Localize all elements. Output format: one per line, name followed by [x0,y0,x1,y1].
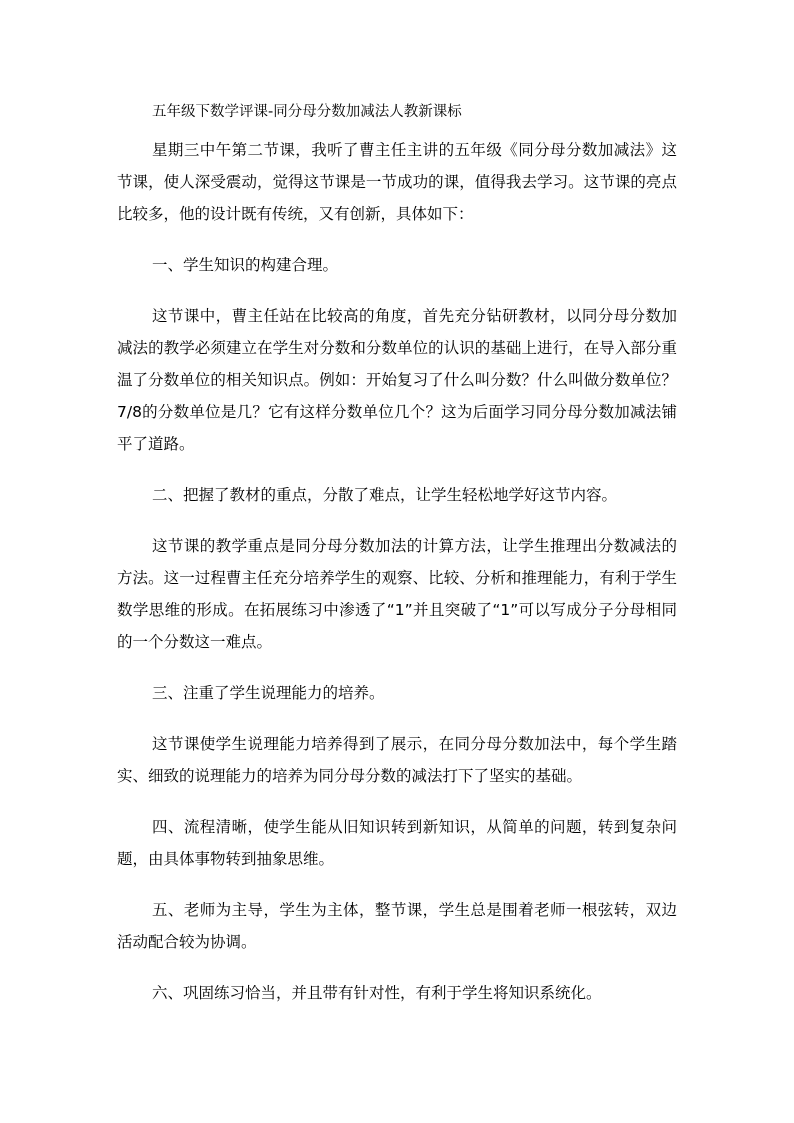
section-body-1: 这节课中，曹主任站在比较高的角度，首先充分钻研教材，以同分母分数加减法的教学必须建立在学生对分数和分数单位的认识的基础上进行，在导入部分重温了分数单位的相关知识点。例如：开始复习了什么叫分数？什么叫做分数单位？7/8的分数单位是几？它有这样分数单位几个？这为后面学习同分母分数加减法铺平了道路。 [117,307,677,453]
section-item-5: 五、老师为主导，学生为主体，整节课，学生总是围着老师一根弦转，双边活动配合较为协调。 [117,901,677,951]
section-heading-1: 一、学生知识的构建合理。 [152,256,339,274]
section-item-6: 六、巩固练习恰当，并且带有针对性，有利于学生将知识系统化。 [152,984,602,1002]
section-heading-3: 三、注重了学生说理能力的培养。 [152,684,385,702]
document-page [117,96,677,1009]
section-body-2: 这节课的教学重点是同分母分数加法的计算方法，让学生推理出分数减法的方法。这一过程曹主任充分培养学生的观察、比较、分析和推理能力，有利于学生数学思维的形成。在拓展练习中渗透了“1”并且突破了“1”可以写成分子分母相同的一个分数这一难点。 [117,537,677,651]
document-title: 五年级下数学评课-同分母分数加减法人教新课标 [152,104,462,120]
section-item-4: 四、流程清晰，使学生能从旧知识转到新知识，从简单的问题，转到复杂问题，由具体事物转到抽象思维。 [117,818,677,868]
section-heading-2: 二、把握了教材的重点，分散了难点，让学生轻松地学好这节内容。 [152,486,618,504]
intro-paragraph: 星期三中午第二节课，我听了曹主任主讲的五年级《同分母分数加减法》这节课，使人深受震动，觉得这节课是一节成功的课，值得我去学习。这节课的亮点比较多，他的设计既有传统，又有创新，具体如下： [117,141,677,223]
section-body-3: 这节课使学生说理能力培养得到了展示，在同分母分数加法中，每个学生踏实、细致的说理能力的培养为同分母分数的减法打下了坚实的基础。 [117,735,677,785]
